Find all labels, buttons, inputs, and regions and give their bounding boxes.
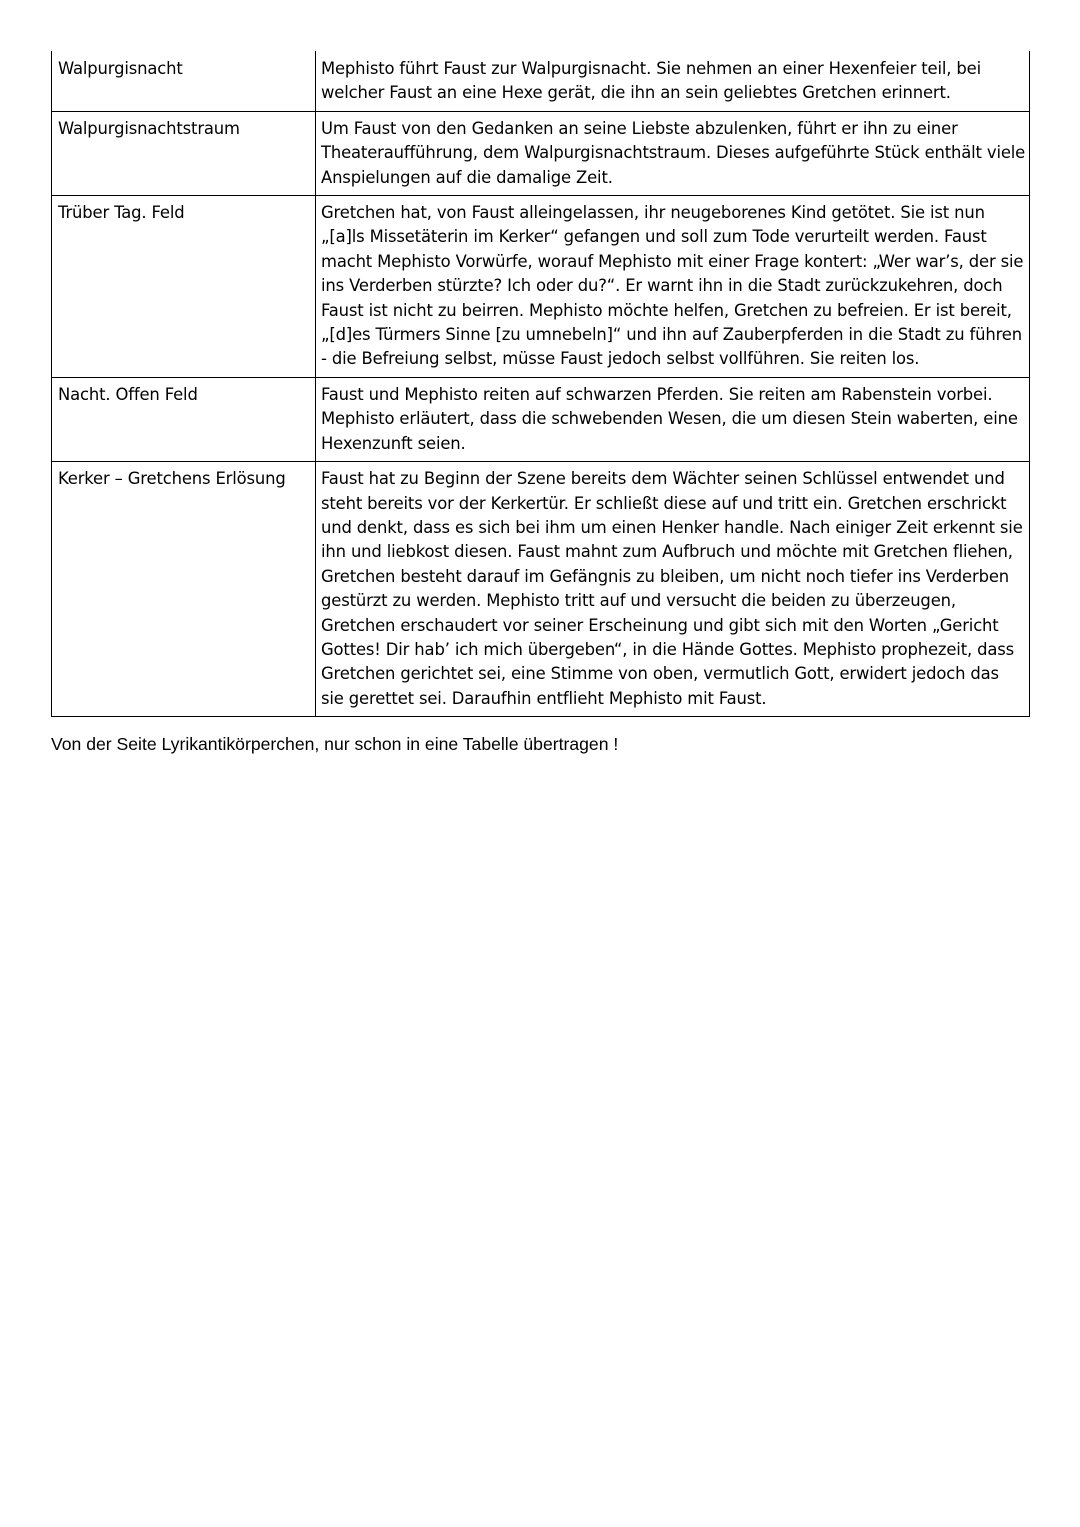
scene-summary: Gretchen hat, von Faust alleingelassen, ihr neugeborenes Kind getötet. Sie ist nun „[a]ls Missetäterin im Kerker“ gefangen und soll zum Tode verurteilt werden. Faust macht Mephisto Vorwürfe, worauf Mephisto mit einer Frage kontert: „Wer war’s, der sie ins Verderben stürzte? Ich oder du?“. Er warnt ihn in die Stadt zurückzukehren, doch Faust ist nicht zu beirren. Mephisto möchte helfen, Gretchen zu befreien. Er ist bereit, „[d]es Türmers Sinne [zu umnebeln]“ und ihn auf Zauberpferden in die Stadt zu führen - die Befreiung selbst, müsse Faust jedoch selbst vollführen. Sie reiten los. [316, 196, 1030, 378]
scene-title: Walpurgisnacht [52, 51, 316, 111]
scene-summary: Um Faust von den Gedanken an seine Liebste abzulenken, führt er ihn zu einer Theateraufführung, dem Walpurgisnachtstraum. Dieses aufgeführte Stück enthält viele Anspielungen auf die damalige Zeit. [316, 111, 1030, 195]
scene-title: Walpurgisnachtstraum [52, 111, 316, 195]
scene-title: Nacht. Offen Feld [52, 377, 316, 461]
scene-summary: Faust und Mephisto reiten auf schwarzen Pferden. Sie reiten am Rabenstein vorbei. Mephisto erläutert, dass die schwebenden Wesen, die um diesen Stein waberten, eine Hexenzunft seien. [316, 377, 1030, 461]
table-row [52, 196, 1030, 378]
scene-summary-table [51, 51, 1030, 717]
scene-title: Trüber Tag. Feld [52, 196, 316, 378]
table-row [52, 462, 1030, 717]
scene-title: Kerker – Gretchens Erlösung [52, 462, 316, 717]
table-row [52, 377, 1030, 461]
scene-summary: Mephisto führt Faust zur Walpurgisnacht. Sie nehmen an einer Hexenfeier teil, bei welcher Faust an eine Hexe gerät, die ihn an sein geliebtes Gretchen erinnert. [316, 51, 1030, 111]
source-footnote: Von der Seite Lyrikantikörperchen, nur schon in eine Tabelle übertragen ! [51, 734, 619, 754]
table-row [52, 111, 1030, 195]
scene-summary: Faust hat zu Beginn der Szene bereits dem Wächter seinen Schlüssel entwendet und steht bereits vor der Kerkertür. Er schließt diese auf und tritt ein. Gretchen erschrickt und denkt, dass es sich bei ihm um einen Henker handle. Nach einiger Zeit erkennt sie ihn und liebkost diesen. Faust mahnt zum Aufbruch und möchte mit Gretchen fliehen, Gretchen besteht darauf im Gefängnis zu bleiben, um nicht noch tiefer ins Verderben gestürzt zu werden. Mephisto tritt auf und versucht die beiden zu überzeugen, Gretchen erschaudert vor seiner Erscheinung und gibt sich mit den Worten „Gericht Gottes! Dir hab’ ich mich übergeben“, in die Hände Gottes. Mephisto prophezeit, dass Gretchen gerichtet sei, eine Stimme von oben, vermutlich Gott, erwidert jedoch das sie gerettet sei. Daraufhin entflieht Mephisto mit Faust. [316, 462, 1030, 717]
table-row [52, 51, 1030, 111]
